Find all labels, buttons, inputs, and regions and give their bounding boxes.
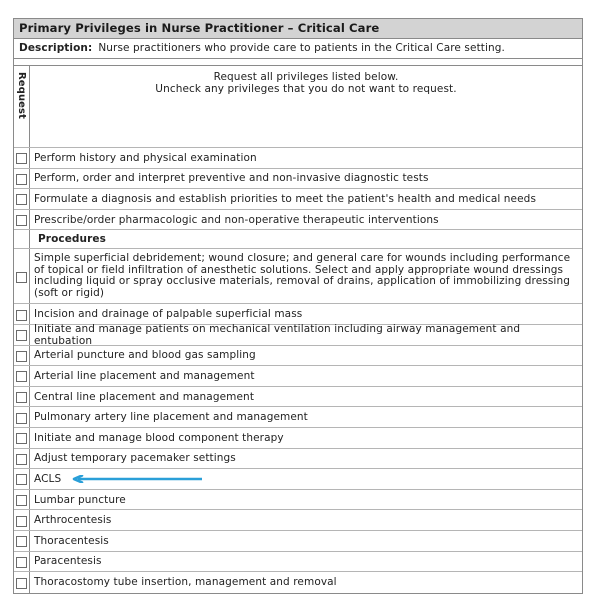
privilege-row-acls xyxy=(14,469,582,490)
privilege-checkbox[interactable] xyxy=(16,371,27,382)
instructions-cell xyxy=(30,66,582,147)
privilege-label: Arterial line placement and management xyxy=(34,369,255,382)
privilege-checkbox[interactable] xyxy=(16,392,27,403)
instructions xyxy=(34,66,578,95)
privilege-label: ACLS xyxy=(34,472,62,485)
privilege-row xyxy=(14,407,582,428)
privilege-checkbox[interactable] xyxy=(16,413,27,424)
privilege-row xyxy=(14,449,582,470)
privilege-checkbox[interactable] xyxy=(16,454,27,465)
procedures-heading: Procedures xyxy=(38,233,106,246)
privilege-row xyxy=(14,322,582,347)
privilege-label: Paracentesis xyxy=(34,555,102,568)
privileges-form xyxy=(13,18,583,594)
form-title: Primary Privileges in Nurse Practitioner – Critical Care xyxy=(14,19,582,39)
privilege-label: Prescribe/order pharmacologic and non-operative therapeutic interventions xyxy=(34,213,439,226)
privilege-label: Thoracentesis xyxy=(34,534,109,547)
instructions-line-1: Request all privileges listed below. xyxy=(213,71,399,83)
privilege-row xyxy=(14,169,582,190)
privilege-checkbox[interactable] xyxy=(16,174,27,185)
privilege-label: Adjust temporary pacemaker settings xyxy=(34,452,236,465)
privilege-label: Initiate and manage blood component therapy xyxy=(34,431,284,444)
privilege-row xyxy=(14,490,582,511)
privilege-row xyxy=(14,552,582,573)
privilege-checkbox[interactable] xyxy=(16,194,27,205)
privilege-row xyxy=(14,387,582,408)
privilege-label: Initiate and manage patients on mechanical ventilation including airway management and entubation xyxy=(34,322,521,347)
privilege-label: Central line placement and management xyxy=(34,390,255,403)
privilege-row xyxy=(14,572,582,593)
privilege-label: Incision and drainage of palpable superficial mass xyxy=(34,308,303,321)
privilege-label: Thoracostomy tube insertion, management and removal xyxy=(34,576,337,589)
left-arrow-icon xyxy=(72,475,202,483)
description-text: Nurse practitioners who provide care to patients in the Critical Care setting. xyxy=(98,42,505,54)
privilege-row xyxy=(14,148,582,169)
privilege-checkbox[interactable] xyxy=(16,536,27,547)
privilege-checkbox[interactable] xyxy=(16,272,27,283)
privilege-row xyxy=(14,346,582,367)
privilege-row xyxy=(14,428,582,449)
privilege-checkbox[interactable] xyxy=(16,310,27,321)
privilege-checkbox[interactable] xyxy=(16,578,27,589)
privilege-label: Formulate a diagnosis and establish priorities to meet the patient's health and medical needs xyxy=(34,192,537,205)
description-row xyxy=(14,39,582,59)
procedures-heading-row xyxy=(14,230,582,249)
privilege-checkbox[interactable] xyxy=(16,330,27,341)
privilege-label: Arterial puncture and blood gas sampling xyxy=(34,349,256,362)
privilege-checkbox[interactable] xyxy=(16,474,27,485)
instructions-line-2: Uncheck any privileges that you do not want to request. xyxy=(155,83,457,95)
request-column-header xyxy=(14,66,30,147)
privilege-checkbox[interactable] xyxy=(16,351,27,362)
privilege-checkbox[interactable] xyxy=(16,557,27,568)
privilege-checkbox[interactable] xyxy=(16,516,27,527)
privilege-row xyxy=(14,366,582,387)
privilege-row xyxy=(14,510,582,531)
privilege-row xyxy=(14,249,582,304)
privilege-checkbox[interactable] xyxy=(16,495,27,506)
privilege-label: Perform history and physical examination xyxy=(34,151,257,164)
privilege-label: Simple superficial debridement; wound closure; and general care for wounds including performance of topical or field infiltration of anesthetic solutions. Select and apply appropriate wound dressings including liquid or spray occlusive materials, removal of drains, application of immobilizing dressing (soft or rigid) xyxy=(34,251,571,300)
privilege-row xyxy=(14,189,582,210)
privilege-row xyxy=(14,531,582,552)
privilege-checkbox[interactable] xyxy=(16,433,27,444)
section-spacer xyxy=(14,59,582,66)
privilege-checkbox[interactable] xyxy=(16,153,27,164)
request-header-row xyxy=(14,66,582,148)
privilege-row xyxy=(14,210,582,231)
privilege-label: Lumbar puncture xyxy=(34,493,126,506)
privilege-label: Arthrocentesis xyxy=(34,514,112,527)
description-label: Description: xyxy=(19,42,93,54)
privilege-label: Perform, order and interpret preventive and non-invasive diagnostic tests xyxy=(34,172,429,185)
privilege-checkbox[interactable] xyxy=(16,215,27,226)
request-column-label: Request xyxy=(16,72,27,119)
privilege-label: Pulmonary artery line placement and management xyxy=(34,411,308,424)
